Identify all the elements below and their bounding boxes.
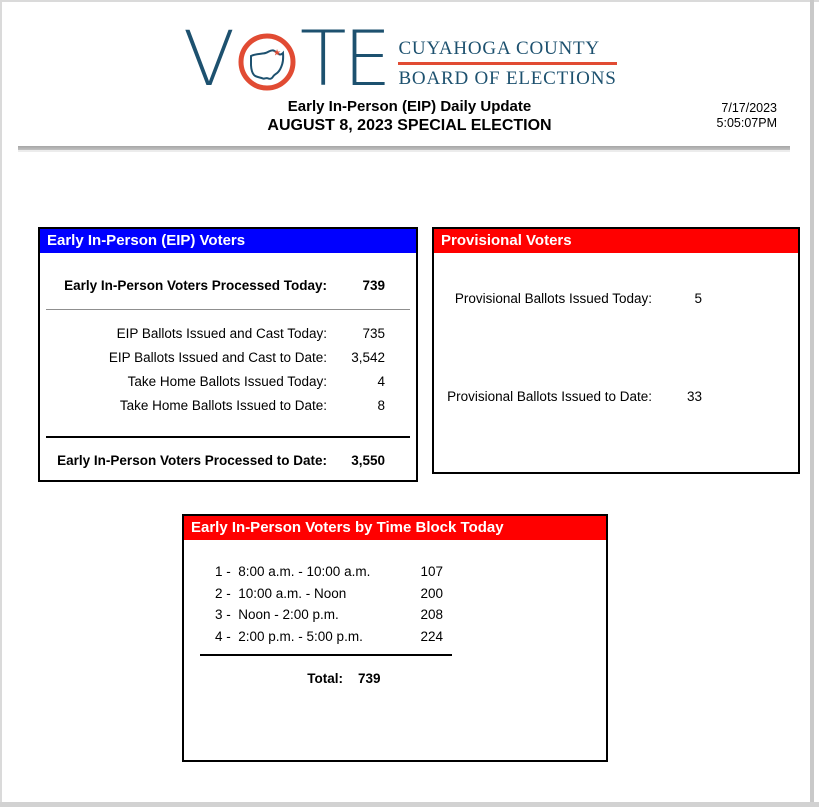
row-label: 2 - 10:00 a.m. - Noon: [215, 585, 347, 601]
row-label: Take Home Ballots Issued to Date:: [119, 398, 327, 413]
row-label: Provisional Ballots Issued Today:: [454, 291, 652, 306]
row-label: 4 - 2:00 p.m. - 5:00 p.m.: [215, 628, 363, 644]
board-of-elections-logo: [183, 14, 617, 103]
total-value: 739: [358, 671, 381, 686]
time-block-panel-title: Early In-Person Voters by Time Block Today: [184, 516, 606, 540]
row-value: 208: [420, 607, 443, 622]
logo-letter-v: V: [183, 14, 232, 103]
ohio-state-in-circle-icon: [237, 32, 297, 92]
eip-voters-panel: [38, 227, 418, 482]
row-value: 224: [420, 628, 443, 644]
eip-detail-rows: [40, 322, 416, 418]
provisional-voters-panel: [432, 227, 800, 474]
cleveland-star-icon: ★: [273, 47, 282, 58]
time-block-panel: [182, 514, 608, 762]
report-time: 5:05:07PM: [716, 116, 777, 130]
provisional-todate-row: [434, 389, 798, 405]
org-name-block: [398, 38, 616, 90]
eip-processed-todate-row: [40, 453, 416, 469]
provisional-today-row: [434, 291, 798, 307]
table-row: [184, 583, 606, 605]
org-red-divider: [398, 62, 616, 65]
row-label: Provisional Ballots Issued to Date:: [447, 389, 652, 404]
eip-processed-todate-label: Early In-Person Voters Processed to Date:: [57, 453, 327, 468]
row-value: 3,542: [351, 350, 385, 365]
report-date: 7/17/2023: [721, 101, 777, 115]
report-subtitle: AUGUST 8, 2023 SPECIAL ELECTION: [267, 117, 552, 134]
table-row: [40, 370, 416, 394]
table-row: [184, 626, 606, 648]
row-value: 4: [377, 374, 385, 389]
header-divider: [18, 146, 790, 152]
eip-processed-today-label: Early In-Person Voters Processed Today:: [64, 278, 327, 293]
row-label: 1 - 8:00 a.m. - 10:00 a.m.: [215, 564, 371, 579]
provisional-voters-panel-title: Provisional Voters: [434, 229, 798, 253]
report-datetime: [660, 101, 777, 131]
table-row: [40, 346, 416, 370]
org-board-line: BOARD OF ELECTIONS: [398, 68, 617, 89]
total-label: Total:: [307, 671, 343, 686]
table-row: [184, 561, 606, 583]
table-row: [40, 322, 416, 346]
row-label: Take Home Ballots Issued Today:: [127, 374, 327, 389]
page-bottom-edge: [0, 802, 819, 807]
page-top-edge: [0, 0, 819, 2]
eip-voters-panel-title: Early In-Person (EIP) Voters: [40, 229, 416, 253]
org-county-line: CUYAHOGA COUNTY: [398, 38, 600, 59]
row-label: EIP Ballots Issued and Cast Today:: [116, 326, 327, 341]
eip-processed-today-value: 739: [362, 278, 385, 293]
eip-panel-thick-divider: [46, 436, 410, 438]
row-value: 107: [420, 564, 443, 579]
table-row: [184, 604, 606, 626]
row-value: 200: [420, 585, 443, 601]
time-block-total-row: [184, 670, 606, 687]
eip-processed-todate-value: 3,550: [351, 453, 385, 468]
logo-letters-te: TE: [300, 14, 389, 103]
row-value: 735: [362, 326, 385, 341]
eip-panel-thin-divider: [46, 309, 410, 310]
eip-processed-today-row: [40, 278, 416, 294]
row-value: 33: [686, 389, 702, 404]
time-block-rows: [184, 561, 606, 647]
report-title: Early In-Person (EIP) Daily Update: [287, 98, 532, 115]
time-block-divider: [200, 654, 452, 656]
row-value: 5: [694, 291, 702, 306]
row-label: EIP Ballots Issued and Cast to Date:: [108, 350, 327, 365]
row-value: 8: [377, 398, 385, 413]
row-label: 3 - Noon - 2:00 p.m.: [215, 607, 339, 622]
table-row: [40, 394, 416, 418]
